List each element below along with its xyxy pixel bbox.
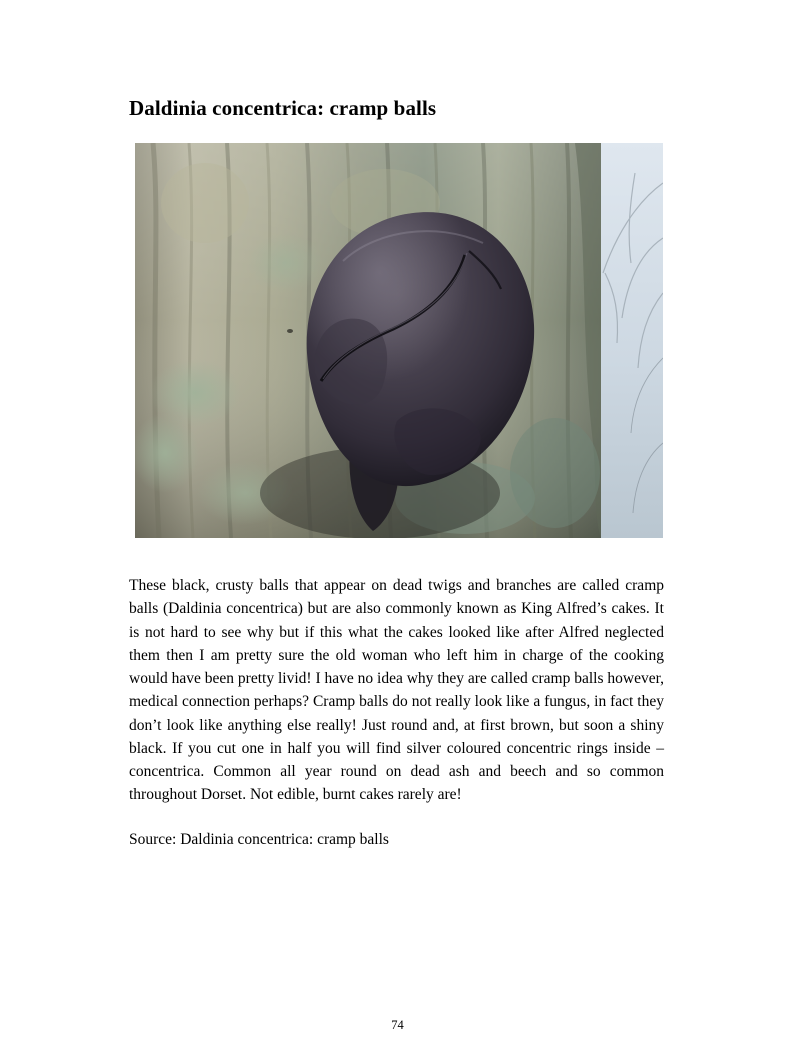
source-line: Source: Daldinia concentrica: cramp balls	[129, 830, 389, 848]
body-paragraph: These black, crusty balls that appear on dead twigs and branches are called cramp balls (Daldinia concentrica) but are also commonly known as King Alfred’s cakes. It is not hard to see why but if this what the cakes looked like after Alfred neglected them then I am pretty sure the old woman who left him in charge of the cooking would have been pretty livid! I have no idea why they are called cramp balls however, medical connection perhaps? Cramp balls do not really look like a fungus, in fact they don’t look like anything else really! Just round and, at first brown, but soon a shiny black. If you cut one in half you will find silver coloured concentric rings inside – concentrica. Common all year round on dead ash and beech and so common throughout Dorset. Not edible, burnt cakes rarely are!	[129, 577, 664, 804]
photo-cramp-balls-on-tree-trunk	[135, 143, 663, 538]
figure-cramp-balls	[135, 143, 663, 538]
page-title: Daldinia concentrica: cramp balls	[129, 96, 437, 120]
page-content	[129, 96, 664, 866]
page-number: 74	[391, 1018, 404, 1032]
